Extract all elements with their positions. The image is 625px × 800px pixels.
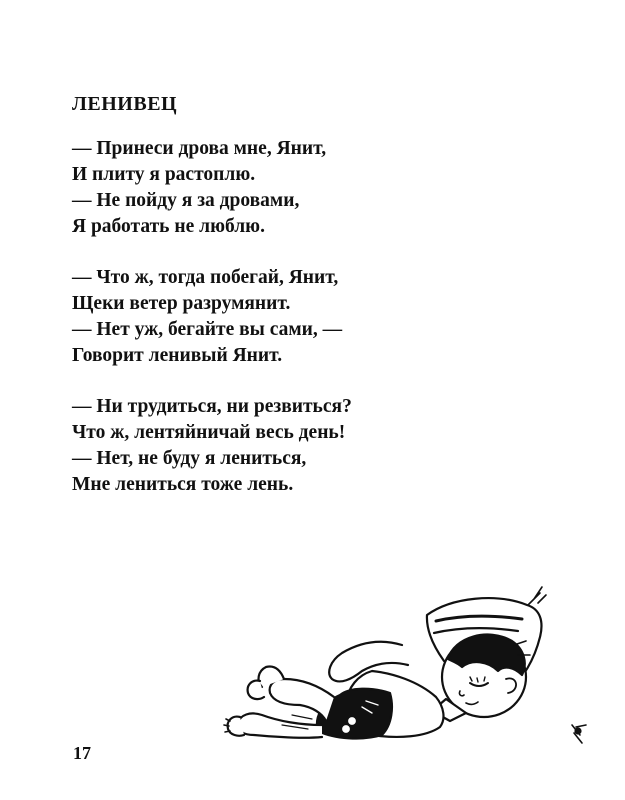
poem-line: И плиту я растоплю. xyxy=(72,164,256,185)
poem-line: Говорит ленивый Янит. xyxy=(72,345,283,366)
page-number: 17 xyxy=(73,743,91,763)
poem-line: — Нет уж, бегайте вы сами, — xyxy=(72,319,343,340)
poem-line: — Принеси дрова мне, Янит, xyxy=(72,138,327,159)
stanza-3 xyxy=(72,394,352,498)
poem-line: Я работать не люблю. xyxy=(72,216,265,237)
poem-line: Щеки ветер разрумянит. xyxy=(72,293,291,314)
poem-line: Что ж, лентяйничай весь день! xyxy=(72,422,346,443)
poem-line: — Ни трудиться, ни резвиться? xyxy=(72,396,352,417)
stanza-1 xyxy=(72,136,326,240)
stanza-2 xyxy=(72,265,342,369)
poem-line: — Нет, не буду я лениться, xyxy=(72,448,307,469)
sleeping-boy-illustration xyxy=(222,575,592,760)
poem-line: Мне лениться тоже лень. xyxy=(72,474,294,495)
poem-line: — Что ж, тогда побегай, Янит, xyxy=(72,267,339,288)
poem-title: ЛЕНИВЕЦ xyxy=(72,93,178,115)
poem-line: — Не пойду я за дровами, xyxy=(72,190,300,211)
